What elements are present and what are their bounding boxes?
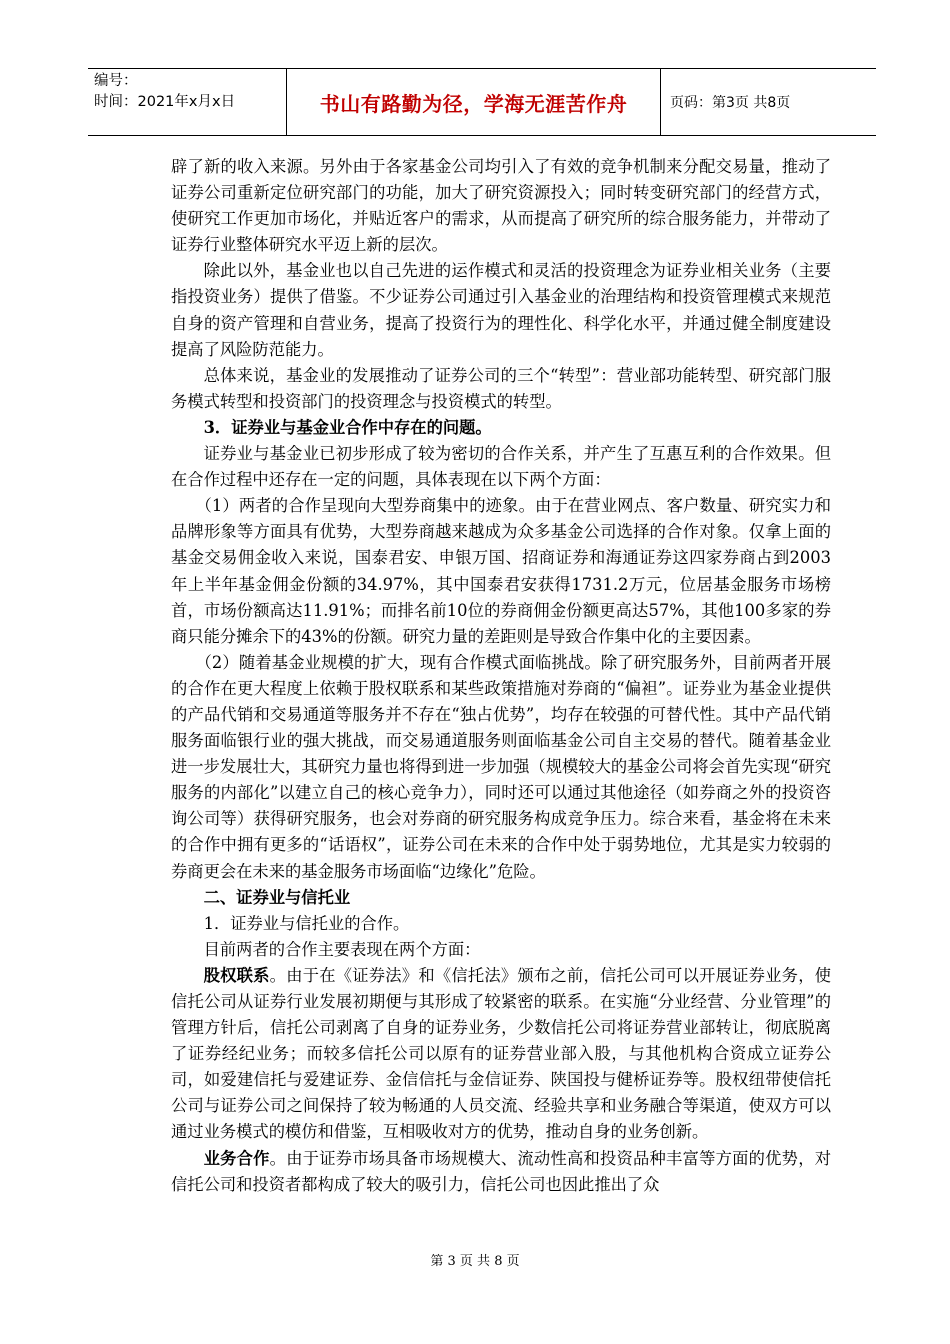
section-heading: 二、证券业与信托业 — [203, 887, 351, 907]
paragraph: 总体来说，基金业的发展推动了证券公司的三个“转型”：营业部功能转型、研究部门服务模式转型和投资部门的投资理念与投资模式的转型。 — [171, 365, 831, 411]
paragraph: 目前两者的合作主要表现在两个方面： — [203, 939, 481, 959]
paragraph-text: 。由于在《证券法》和《信托法》颁布之前，信托公司可以开展证券业务，使信托公司从证券行业发展初期便与其形成了较紧密的联系。在实施“分业经营、分业管理”的管理方针后，信托公司剥离了自身的证券业务，少数信托公司将证券营业部转让，彻底脱离了证券经纪业务；而较多信托公司以原有的证券营业部入股，与其他机构合资成立证券公司，如爱建信托与爱建证券、金信信托与金信证券、陕国投与健桥证券等。股权纽带使信托公司与证券公司之间保持了较为畅通的人员交流、经验共享和业务融合等渠道，使双方可以通过业务模式的模仿和借鉴，互相吸收对方的优势，推动自身的业务创新。 — [171, 965, 831, 1142]
document-body — [171, 154, 831, 1198]
paragraph: （2）随着基金业规模的扩大，现有合作模式面临挑战。除了研究服务外，目前两者开展的合作在更大程度上依赖于股权联系和某些政策措施对券商的“偏袒”。证券业为基金业提供的产品代销和交易通道等服务并不存在“独占优势”，均存在较强的可替代性。其中产品代销服务面临银行业的强大挑战，而交易通道服务则面临基金公司自主交易的替代。随着基金业进一步发展壮大，其研究力量也将得到进一步加强（规模较大的基金公司将会首先实现“研究服务的内部化”以建立自己的核心竞争力），同时还可以通过其他途径（如券商之外的投资咨询公司等）获得研究服务，也会对券商的研究服务构成竞争压力。综合来看，基金将在未来的合作中拥有更多的“话语权”，证券公司在未来的合作中处于弱势地位，尤其是实力较弱的券商更会在未来的基金服务市场面临“边缘化”危险。 — [171, 652, 831, 881]
header-meta — [88, 69, 287, 135]
paragraph: 辟了新的收入来源。另外由于各家基金公司均引入了有效的竞争机制来分配交易量，推动了证券公司重新定位研究部门的功能，加大了研究资源投入；同时转变研究部门的经营方式，使研究工作更加市场化，并贴近客户的需求，从而提高了研究所的综合服务能力，并带动了证券行业整体研究水平迈上新的层次。 — [171, 157, 831, 255]
time-label: 时间：2021年x月x日 — [94, 94, 236, 110]
paragraph-text: 。由于证券市场具备市场规模大、流动性高和投资品种丰富等方面的优势，对信托公司和投资者都构成了较大的吸引力，信托公司也因此推出了众 — [171, 1148, 831, 1194]
serial-label: 编号： — [94, 73, 138, 89]
subsection-heading: 1．证券业与信托业的合作。 — [203, 913, 410, 933]
paragraph-lead: 股权联系 — [203, 965, 270, 985]
paragraph-lead: 业务合作 — [203, 1148, 270, 1168]
paragraph: （1）两者的合作呈现向大型券商集中的迹象。由于在营业网点、客户数量、研究实力和品牌形象等方面具有优势，大型券商越来越成为众多基金公司选择的合作对象。仅拿上面的基金交易佣金收入来说，国泰君安、申银万国、招商证券和海通证券这四家券商占到2003年上半年基金佣金份额的34.97%，其中国泰君安获得1731.2万元，位居基金服务市场榜首，市场份额高达11.91%；而排名前10位的券商佣金份额更高达57%，其他100多家的券商只能分摊余下的43%的份额。研究力量的差距则是导致合作集中化的主要因素。 — [171, 496, 831, 646]
page-header — [88, 68, 876, 136]
paragraph: 证券业与基金业已初步形成了较为密切的合作关系，并产生了互惠互利的合作效果。但在合作过程中还存在一定的问题，具体表现在以下两个方面： — [171, 444, 831, 490]
header-motto: 书山有路勤为径，学海无涯苦作舟 — [287, 69, 661, 135]
paragraph — [171, 963, 831, 1146]
page-footer: 第 3 页 共 8 页 — [430, 1254, 520, 1269]
header-page-number: 页码：第3页 共8页 — [670, 95, 791, 111]
section-heading: 3．证券业与基金业合作中存在的问题。 — [203, 417, 492, 437]
paragraph: 除此以外，基金业也以自己先进的运作模式和灵活的投资理念为证券业相关业务（主要指投资业务）提供了借鉴。不少证券公司通过引入基金业的治理结构和投资管理模式来规范自身的资产管理和自营业务，提高了投资行为的理性化、科学化水平，并通过健全制度建设提高了风险防范能力。 — [171, 261, 831, 359]
paragraph — [171, 1146, 831, 1198]
